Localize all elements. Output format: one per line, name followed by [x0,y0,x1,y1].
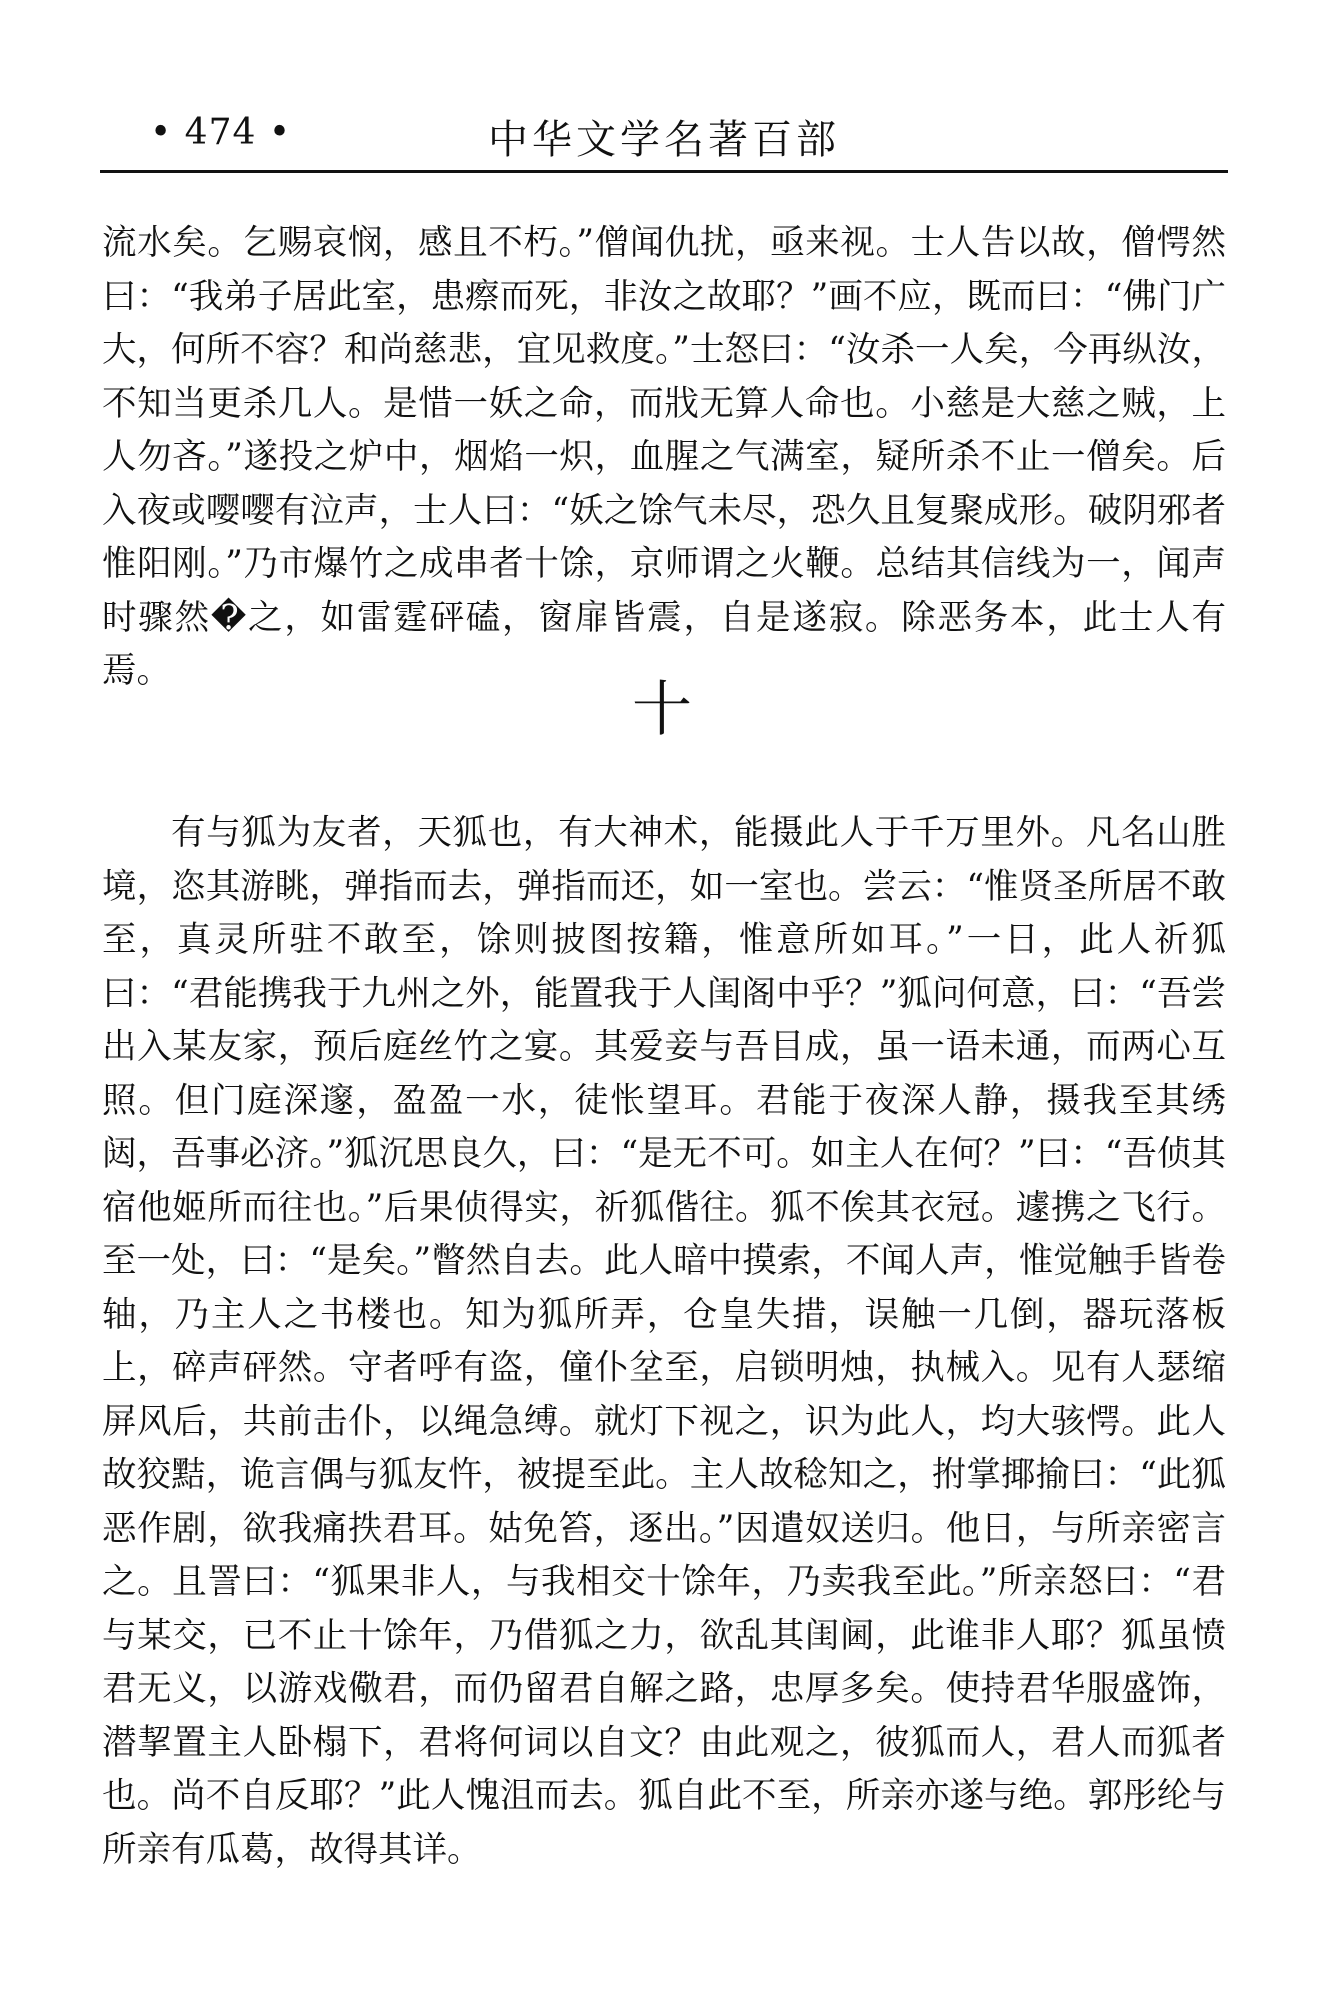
page-header [100,108,1228,168]
paragraph-continued: 流水矣。乞赐哀悯，感且不朽。”僧闻仇扰，亟来视。士人告以故，僧愕然曰：“我弟子居此室，患瘵而死，非汝之故耶？”画不应，既而曰：“佛门广大，何所不容？和尚慈悲，宜见救度。”士怒曰：“汝杀一人矣，今再纵汝，不知当更杀几人。是惜一妖之命，而戕无算人命也。小慈是大慈之贼，上人勿吝。”遂投之炉中，烟焰一炽，血腥之气满室，疑所杀不止一僧矣。后入夜或嘤嘤有泣声，士人曰：“妖之馀气未尽，恐久且复聚成形。破阴邪者惟阳刚。”乃市爆竹之成串者十馀，京师谓之火鞭。总结其信线为一，闻声时骤然�之，如雷霆砰磕，窗扉皆震，自是遂寂。除恶务本，此士人有焉。 [102,223,1226,691]
section-number: 十 [632,675,692,745]
header-rule [100,170,1228,173]
text-block-continued [102,217,1226,699]
paragraph-section-ten: 有与狐为友者，天狐也，有大神术，能摄此人于千万里外。凡名山胜境，恣其游眺，弹指而去，弹指而还，如一室也。尝云：“惟贤圣所居不敢至，真灵所驻不敢至，馀则披图按籍，惟意所如耳。”一日，此人祈狐曰：“君能携我于九州之外，能置我于人闺阁中乎？”狐问何意，曰：“吾尝出入某友家，预后庭丝竹之宴。其爱妾与吾目成，虽一语未通，而两心互照。但门庭深邃，盈盈一水，徒怅望耳。君能于夜深人静，摄我至其绣闼，吾事必济。”狐沉思良久，曰：“是无不可。如主人在何？”曰：“吾侦其宿他姬所而往也。”后果侦得实，祈狐偕往。狐不俟其衣冠。遽携之飞行。至一处，曰：“是矣。”瞥然自去。此人暗中摸索，不闻人声，惟觉触手皆卷轴，乃主人之书楼也。知为狐所弄，仓皇失措，误触一几倒，器玩落板上，碎声砰然。守者呼有盗，僮仆坌至，启锁明烛，执械入。见有人瑟缩屏风后，共前击仆，以绳急缚。就灯下视之，识为此人，均大骇愕。此人故狡黠，诡言偶与狐友忤，被提至此。主人故稔知之，拊掌揶揄曰：“此狐恶作剧，欲我痛抶君耳。姑免笞，逐出。”因遣奴送归。他日，与所亲密言之。且詈曰：“狐果非人，与我相交十馀年，乃卖我至此。”所亲怒曰：“君与某交，已不止十馀年，乃借狐之力，欲乱其闺阃，此谁非人耶？狐虽愤君无义，以游戏儆君，而仍留君自解之路，忠厚多矣。使持君华服盛饰，潜挈置主人卧榻下，君将何词以自文？由此观之，彼狐而人，君人而狐者也。尚不自反耶？”此人愧沮而去。狐自此不至，所亲亦遂与绝。郭彤纶与所亲有瓜葛，故得其详。 [102,813,1226,1870]
page-number: • 474 • [150,112,292,153]
text-block-section-ten [102,807,1226,1877]
book-title: 中华文学名著百部 [488,117,840,163]
